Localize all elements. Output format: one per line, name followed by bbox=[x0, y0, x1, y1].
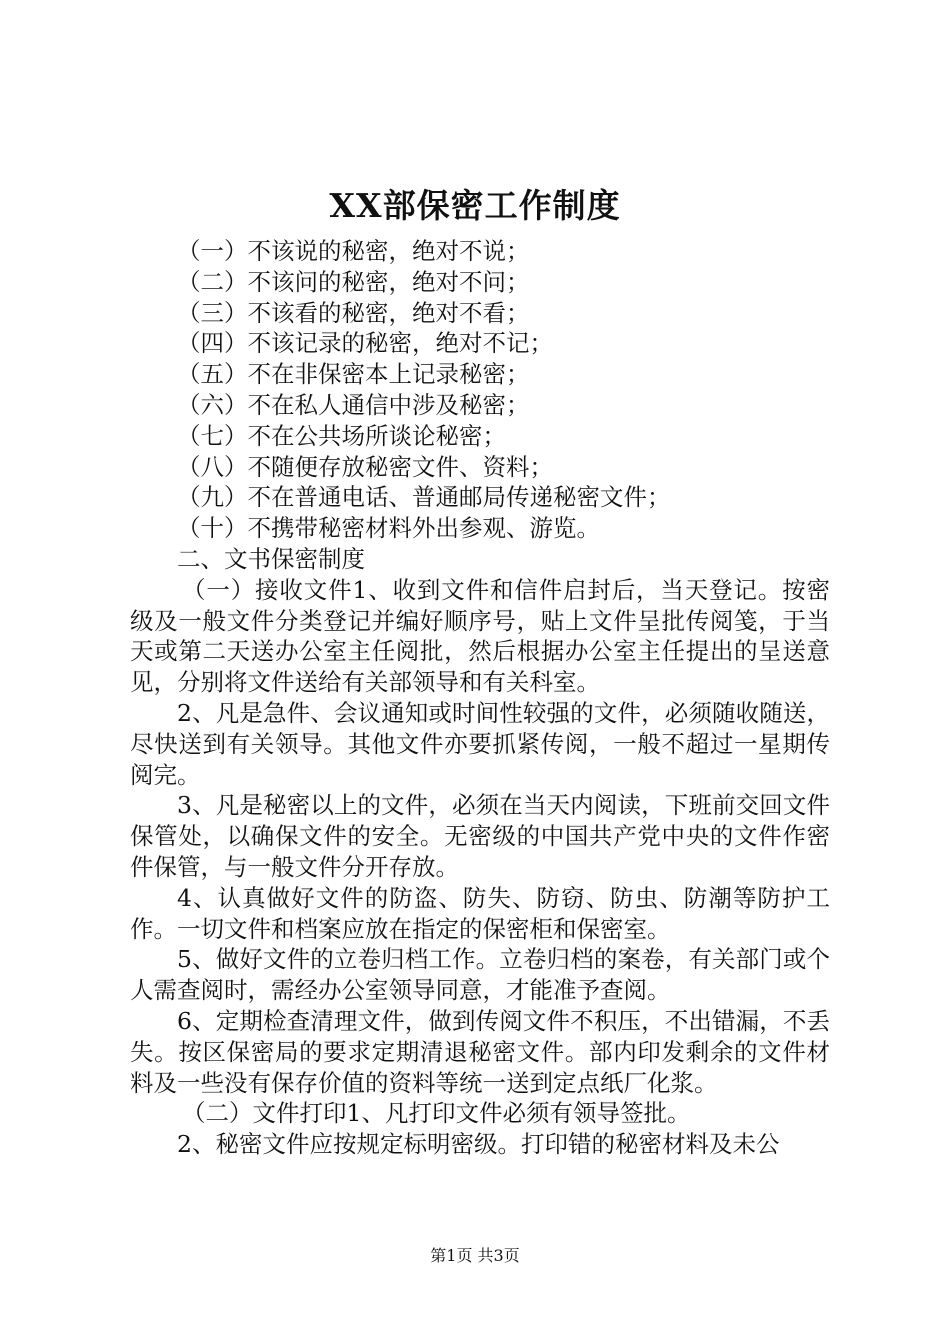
list-item: （五）不在非保密本上记录秘密； bbox=[177, 360, 530, 389]
list-item: （八）不随便存放秘密文件、资料； bbox=[177, 452, 553, 481]
paragraph: 2、秘密文件应按规定标明密级。打印错的秘密材料及未公 bbox=[177, 1130, 780, 1159]
list-item: （一）不该说的秘密，绝对不说； bbox=[177, 237, 530, 265]
paragraph: 2、凡是急件、会议通知或时间性较强的文件，必须随收随送，尽快送到有关领导。其他文件亦要抓紧传阅，一般不超过一星期传阅完。 bbox=[130, 698, 830, 789]
list-item: （十）不携带秘密材料外出参观、游览。 bbox=[177, 514, 600, 543]
list-item: （七）不在公共场所谈论秘密； bbox=[177, 421, 506, 450]
document-body bbox=[130, 236, 830, 1160]
paragraph: 4、认真做好文件的防盗、防失、防窃、防虫、防潮等防护工作。一切文件和档案应放在指定的保密柜和保密室。 bbox=[130, 883, 830, 943]
list-item: （四）不该记录的秘密，绝对不记； bbox=[177, 329, 553, 358]
paragraph: 3、凡是秘密以上的文件，必须在当天内阅读，下班前交回文件保管处，以确保文件的安全。无密级的中国共产党中央的文件作密件保管，与一般文件分开存放。 bbox=[130, 791, 830, 881]
paragraph: 5、做好文件的立卷归档工作。立卷归档的案卷，有关部门或个人需查阅时，需经办公室领导同意，才能准予查阅。 bbox=[130, 945, 830, 1005]
paragraph: 6、定期检查清理文件，做到传阅文件不积压，不出错漏，不丢失。按区保密局的要求定期清退秘密文件。部内印发剩余的文件材料及一些没有保存价值的资料等统一送到定点纸厂化浆。 bbox=[130, 1006, 830, 1097]
list-item: （六）不在私人通信中涉及秘密； bbox=[177, 390, 530, 419]
document-title: XX部保密工作制度 bbox=[329, 186, 621, 225]
page-footer: 第1页 共3页 bbox=[430, 1246, 520, 1265]
section-heading: 二、文书保密制度 bbox=[177, 544, 365, 573]
list-item: （三）不该看的秘密，绝对不看； bbox=[177, 298, 530, 327]
paragraph: （二）文件打印1、凡打印文件必须有领导签批。 bbox=[182, 1099, 691, 1128]
list-item: （二）不该问的秘密，绝对不问； bbox=[177, 267, 530, 296]
list-item: （九）不在普通电话、普通邮局传递秘密文件； bbox=[177, 483, 671, 512]
paragraph: （一）接收文件1、收到文件和信件启封后，当天登记。按密级及一般文件分类登记并编好顺序号，贴上文件呈批传阅笺，于当天或第二天送办公室主任阅批，然后根据办公室主任提出的呈送意见，分别将文件送给有关部领导和有关科室。 bbox=[130, 575, 830, 697]
